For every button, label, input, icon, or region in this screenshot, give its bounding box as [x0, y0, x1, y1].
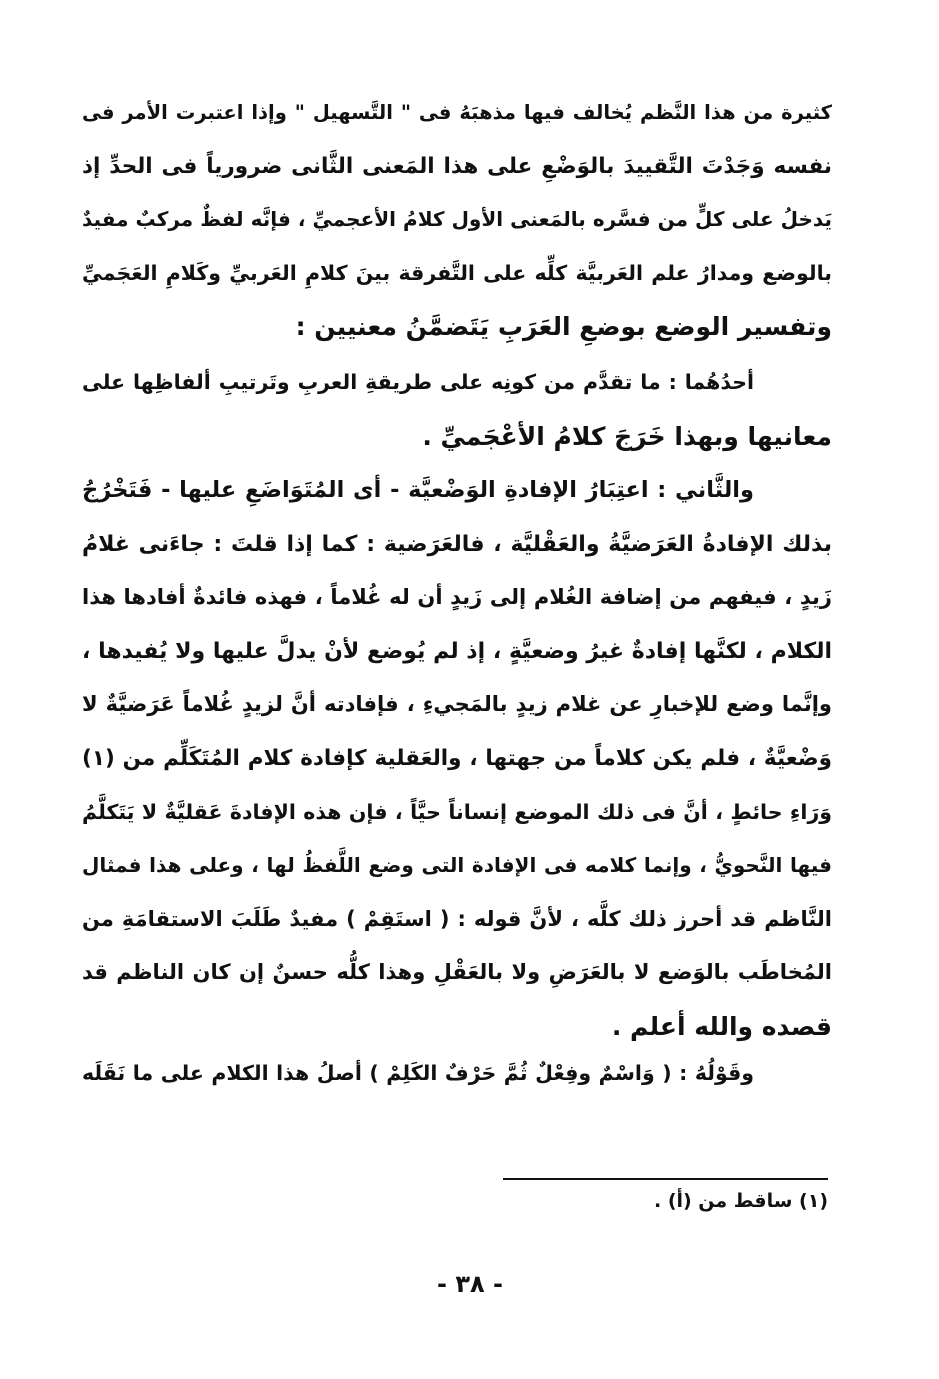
text-line: وإنَّما وضع للإخبارِ عن غلام زيدٍ بالمَجيءِ ، فإفادته أنَّ لزيدٍ غُلاماً عَرَضيَّةٌ لا: [82, 692, 832, 717]
text-line: معانيها وبهذا خَرَجَ كلامُ الأعْجَميِّ .: [422, 421, 832, 451]
text-line: كثيرة من هذا النَّظم يُخالف فيها مذهبَهُ فى " التَّسهيل " وإذا اعتبرت الأمر فى: [82, 101, 832, 124]
text-line: وقَوْلُهُ : ( وَاسْمٌ وفِعْلٌ ثُمَّ حَرْفٌ الكَلِمْ ) أصلُ هذا الكلام على ما نَقَلَه: [82, 1061, 754, 1085]
paragraph-4: [82, 1047, 832, 1101]
text-line: بالوضع ومدارُ علم العَربيَّة كلِّه على التَّفرقة بينَ كلامِ العَربيِّ وكَلامِ العَجَميِّ: [82, 260, 832, 285]
paragraph-2: [82, 356, 832, 463]
paragraph-3: [82, 464, 832, 1054]
text-line: وَضْعيَّةٌ ، فلم يكن كلاماً من جهتها ، والعَقلية كإفادة كلام المُتَكَلِّم من (١): [82, 745, 832, 771]
text-line: بذلك الإفادةُ العَرَضيَّةُ والعَقْليَّة ، فالعَرَضية : كما إذا قلتَ : جاءَنى غلامُ: [82, 531, 832, 557]
footnote-divider: [503, 1178, 828, 1180]
text-line: أحدُهُما : ما تقدَّم من كونِه على طريقةِ العربِ وتَرتيبِ ألفاظِها على: [82, 370, 754, 394]
text-line: النَّاظم قد أحرز ذلك كلَّه ، لأنَّ قوله : ( استَقِمْ ) مفيدٌ طَلَبَ الاستقامَةِ من: [82, 906, 832, 931]
text-line: يَدخلُ على كلٍّ من فسَّره بالمَعنى الأول كلامُ الأعجميِّ ، فإنَّه لفظٌ مركبٌ مفيدٌ: [82, 207, 832, 232]
text-line: وَرَاءِ حائطٍ ، أنَّ فى ذلك الموضع إنساناً حيَّاً ، فإن هذه الإفادةَ عَقليَّةٌ لا يَتَكلَّمُ: [82, 799, 832, 824]
footnote: (١) ساقط من (أ) .: [653, 1190, 828, 1212]
text-line: وتفسير الوضع بوضعِ العَرَبِ يَتَضمَّنُ معنيين :: [295, 312, 832, 342]
text-line: نفسه وَجَدْتَ التَّقييدَ بالوَضْعِ على هذا المَعنى الثَّانى ضرورياً فى الحدِّ إذ: [82, 153, 832, 179]
text-line: الكلام ، لكنَّها إفادةٌ غيرُ وضعيَّةٍ ، إذ لم يُوضع لأنْ يدلَّ عليها ولا يُفيدها ،: [82, 638, 832, 664]
text-line: والثَّاني : اعتِبَارُ الإفادةِ الوَضْعيَّة - أى المُتَوَاضَعِ عليها - فَتَخْرُجُ: [82, 477, 754, 503]
text-line: فيها النَّحويُّ ، وإنما كلامه فى الإفادة التى وضع اللَّفظُ لها ، وعلى هذا فمثال: [82, 853, 832, 878]
text-line: المُخاطَب بالوَضع لا بالعَرَضِ ولا بالعَقْلِ وهذا كلُّه حسنٌ إن كان الناظم قد: [82, 960, 832, 985]
paragraph-1: [82, 86, 832, 354]
text-line: قصده والله أعلم .: [611, 1011, 832, 1041]
text-line: زَيدٍ ، فيفهم من إضافة الغُلام إلى زَيدٍ أن له غُلاماً ، فهذه فائدةٌ أفادها هذا: [82, 585, 832, 610]
page-number: - ٣٨ -: [437, 1270, 503, 1298]
